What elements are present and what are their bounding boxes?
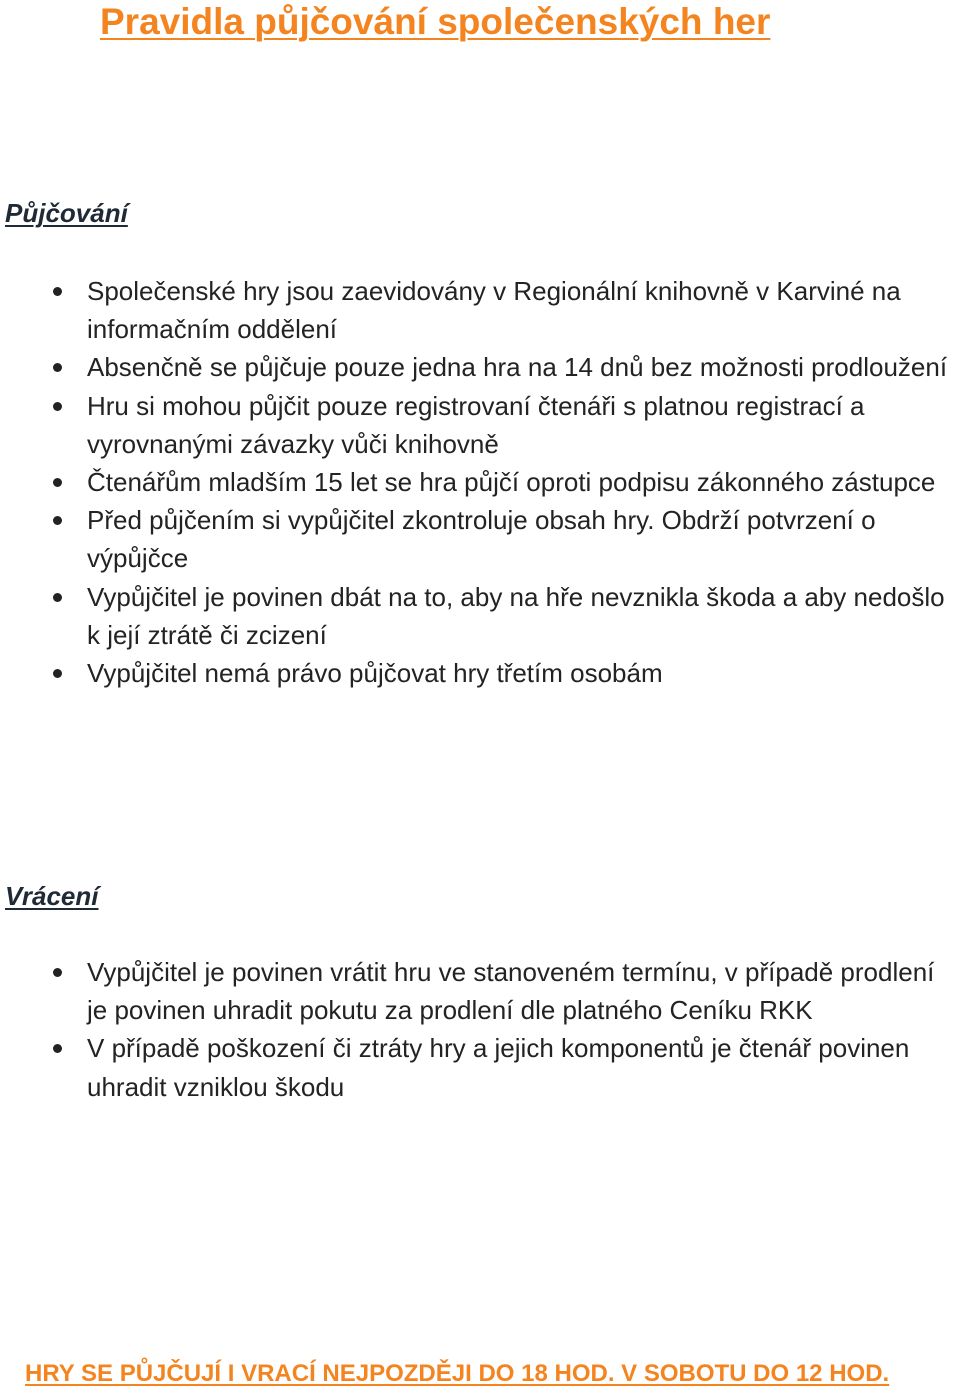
list-item xyxy=(0,501,957,577)
bullet-icon xyxy=(53,516,62,525)
list-item xyxy=(0,272,957,348)
bullet-icon xyxy=(53,402,62,411)
bullet-icon xyxy=(53,478,62,487)
rule-text: V případě poškození či ztráty hry a jejich komponentů je čtenář povinen uhradit vzniklou škodu xyxy=(87,1033,910,1102)
bullet-icon xyxy=(53,1044,62,1053)
bullet-icon xyxy=(53,968,62,977)
list-item xyxy=(0,387,957,463)
rule-text: Vypůjčitel je povinen dbát na to, aby na hře nevznikla škoda a aby nedošlo k její ztrátě či zcizení xyxy=(87,581,945,650)
rule-text: Vypůjčitel je povinen vrátit hru ve stanoveném termínu, v případě prodlení je povinen uhradit pokutu za prodlení dle platného Ceníku RKK xyxy=(87,957,935,1026)
list-item xyxy=(0,654,957,692)
rule-text: Hru si mohou půjčit pouze registrovaní čtenáři s platnou registrací a vyrovnanými závazky vůči knihovně xyxy=(87,390,865,459)
list-item xyxy=(0,348,957,386)
rule-text: Absenčně se půjčuje pouze jedna hra na 14 dnů bez možnosti prodloužení xyxy=(87,352,948,383)
list-item xyxy=(0,1029,957,1105)
list-item xyxy=(0,953,957,1029)
opening-hours-notice: HRY SE PŮJČUJÍ I VRACÍ NEJPOZDĚJI DO 18 HOD. V SOBOTU DO 12 HOD. xyxy=(25,1360,890,1387)
rule-text: Před půjčením si vypůjčitel zkontroluje obsah hry. Obdrží potvrzení o výpůjčce xyxy=(87,505,876,574)
list-item xyxy=(0,578,957,654)
return-rules-list xyxy=(0,953,960,1106)
section-heading-lending: Půjčování xyxy=(5,198,128,228)
list-item xyxy=(0,463,957,501)
lending-rules-list xyxy=(0,272,960,692)
page-title: Pravidla půjčování společenských her xyxy=(100,1,771,42)
rule-text: Vypůjčitel nemá právo půjčovat hry třetím osobám xyxy=(87,658,663,689)
bullet-icon xyxy=(53,593,62,602)
rule-text: Společenské hry jsou zaevidovány v Regionální knihovně v Karviné na informačním oddělení xyxy=(87,276,901,345)
section-heading-return: Vrácení xyxy=(5,881,99,911)
bullet-icon xyxy=(53,669,62,678)
bullet-icon xyxy=(53,363,62,372)
rule-text: Čtenářům mladším 15 let se hra půjčí oproti podpisu zákonného zástupce xyxy=(87,467,936,498)
bullet-icon xyxy=(53,287,62,296)
